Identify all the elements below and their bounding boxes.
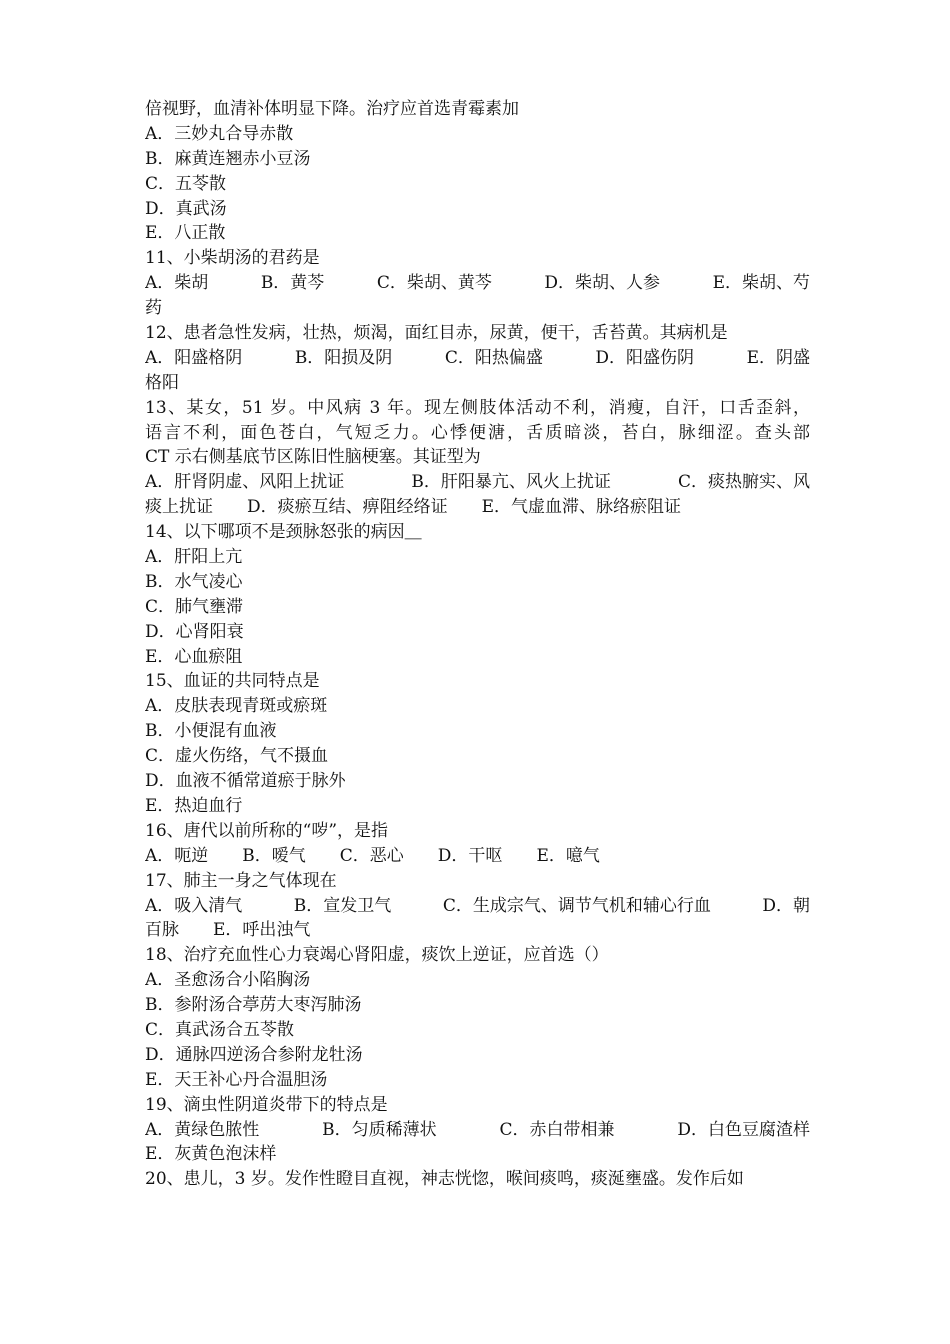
option-segment: D．柴胡、人参 xyxy=(544,273,661,294)
text-line xyxy=(145,894,810,919)
option-segment: C．柴胡、黄芩 xyxy=(376,273,492,294)
option-segment: B．宣发卫气 xyxy=(293,895,392,916)
text-line: E．八正散 xyxy=(145,223,226,244)
text-line xyxy=(145,271,810,296)
option-segment: 痰上扰证 xyxy=(145,497,213,518)
option-segment: 百脉 xyxy=(145,920,179,941)
text-line: D．通脉四逆汤合参附龙牡汤 xyxy=(145,1044,363,1065)
text-line: 语言不利，面色苍白，气短乏力。心悸便溏，舌质暗淡，苔白，脉细涩。查头部 xyxy=(145,422,810,443)
option-segment: B．匀质稀薄状 xyxy=(322,1119,437,1140)
option-segment: C．阳热偏盛 xyxy=(444,347,543,368)
option-segment: E．气虚血滞、脉络瘀阻证 xyxy=(481,497,682,518)
document-page xyxy=(145,97,810,1192)
text-line: 19、滴虫性阴道炎带下的特点是 xyxy=(145,1094,388,1115)
text-line: A．皮肤表现青斑或瘀斑 xyxy=(145,696,328,717)
text-line: B．小便混有血液 xyxy=(145,721,277,742)
text-line: 17、肺主一身之气体现在 xyxy=(145,870,337,891)
text-line: 倍视野，血清补体明显下降。治疗应首选青霉素加 xyxy=(145,99,519,119)
text-line: D．血液不循常道瘀于脉外 xyxy=(145,771,346,792)
text-line: D．心肾阳衰 xyxy=(145,621,244,642)
option-segment: C．痰热腑实、风 xyxy=(677,472,810,493)
option-segment: A．肝肾阴虚、风阳上扰证 xyxy=(145,472,345,493)
text-line: 11、小柴胡汤的君药是 xyxy=(145,248,320,269)
text-line: CT 示右侧基底节区陈旧性脑梗塞。其证型为 xyxy=(145,447,481,468)
text-line: 15、血证的共同特点是 xyxy=(145,671,320,692)
text-line: 20、患儿，3 岁。发作性瞪目直视，神志恍惚，喉间痰鸣，痰涎壅盛。发作后如 xyxy=(145,1169,744,1190)
text-line xyxy=(145,346,810,371)
option-segment: D．痰瘀互结、痹阻经络证 xyxy=(247,497,448,518)
text-line: C．虚火伤络，气不摄血 xyxy=(145,746,329,767)
text-line xyxy=(145,1118,810,1143)
option-segment: A．阳盛格阴 xyxy=(145,347,243,368)
option-segment: E．噫气 xyxy=(536,845,600,866)
option-segment: B．嗳气 xyxy=(242,845,306,866)
text-line xyxy=(145,470,810,495)
text-line: C．肺气壅滞 xyxy=(145,596,244,617)
text-line: B．麻黄连翘赤小豆汤 xyxy=(145,148,311,169)
text-line: B．水气凌心 xyxy=(145,571,243,592)
text-line xyxy=(145,495,810,520)
option-segment: A．呃逆 xyxy=(145,845,209,866)
text-line: 格阳 xyxy=(145,372,179,393)
text-line: C．五苓散 xyxy=(145,173,227,194)
text-line: 12、患者急性发病，壮热，烦渴，面红目赤，尿黄，便干，舌苔黄。其病机是 xyxy=(145,323,728,344)
option-segment: C．生成宗气、调节气机和辅心行血 xyxy=(442,895,711,916)
option-segment: D．白色豆腐渣样 xyxy=(677,1119,810,1140)
option-segment: D．干呕 xyxy=(437,845,503,866)
option-segment: E．阴盛 xyxy=(746,347,810,368)
text-line: 13、某女，51 岁。中风病 3 年。现左侧肢体活动不利，消瘦，自汗，口舌歪斜， xyxy=(145,397,810,418)
text-line: E．热迫血行 xyxy=(145,795,243,816)
text-line: 16、唐代以前所称的“哕”，是指 xyxy=(145,820,389,841)
text-line: B．参附汤合葶苈大枣泻肺汤 xyxy=(145,995,362,1016)
option-segment: A．黄绿色脓性 xyxy=(145,1119,260,1140)
option-segment: A．柴胡 xyxy=(145,273,209,294)
text-line xyxy=(145,844,810,869)
option-segment: A．吸入清气 xyxy=(145,895,243,916)
text-line: D．真武汤 xyxy=(145,198,227,219)
option-segment: B．阳损及阴 xyxy=(294,347,393,368)
text-line: E．天王补心丹合温胆汤 xyxy=(145,1069,328,1090)
option-segment: E．柴胡、芍 xyxy=(712,273,810,294)
option-segment: B．肝阳暴亢、风火上扰证 xyxy=(411,472,611,493)
text-line: E．心血瘀阻 xyxy=(145,646,243,667)
text-line: A．三妙丸合导赤散 xyxy=(145,123,294,144)
option-segment: C．恶心 xyxy=(339,845,404,866)
text-line: C．真武汤合五苓散 xyxy=(145,1019,295,1040)
option-segment: B．黄芩 xyxy=(260,273,325,294)
option-segment: D．朝 xyxy=(762,895,810,916)
option-segment: C．赤白带相兼 xyxy=(499,1119,615,1140)
text-line: 18、治疗充血性心力衰竭心肾阳虚，痰饮上逆证，应首选（） xyxy=(145,945,609,966)
text-line: 药 xyxy=(145,298,162,319)
text-line: A．肝阳上亢 xyxy=(145,547,243,568)
option-segment: E．呼出浊气 xyxy=(213,920,311,941)
text-line: E．灰黄色泡沫样 xyxy=(145,1144,277,1165)
text-line xyxy=(145,918,810,943)
text-line: A．圣愈汤合小陷胸汤 xyxy=(145,970,311,991)
option-segment: D．阳盛伤阴 xyxy=(595,347,695,368)
text-line: 14、以下哪项不是颈脉怒张的病因＿ xyxy=(145,522,422,543)
